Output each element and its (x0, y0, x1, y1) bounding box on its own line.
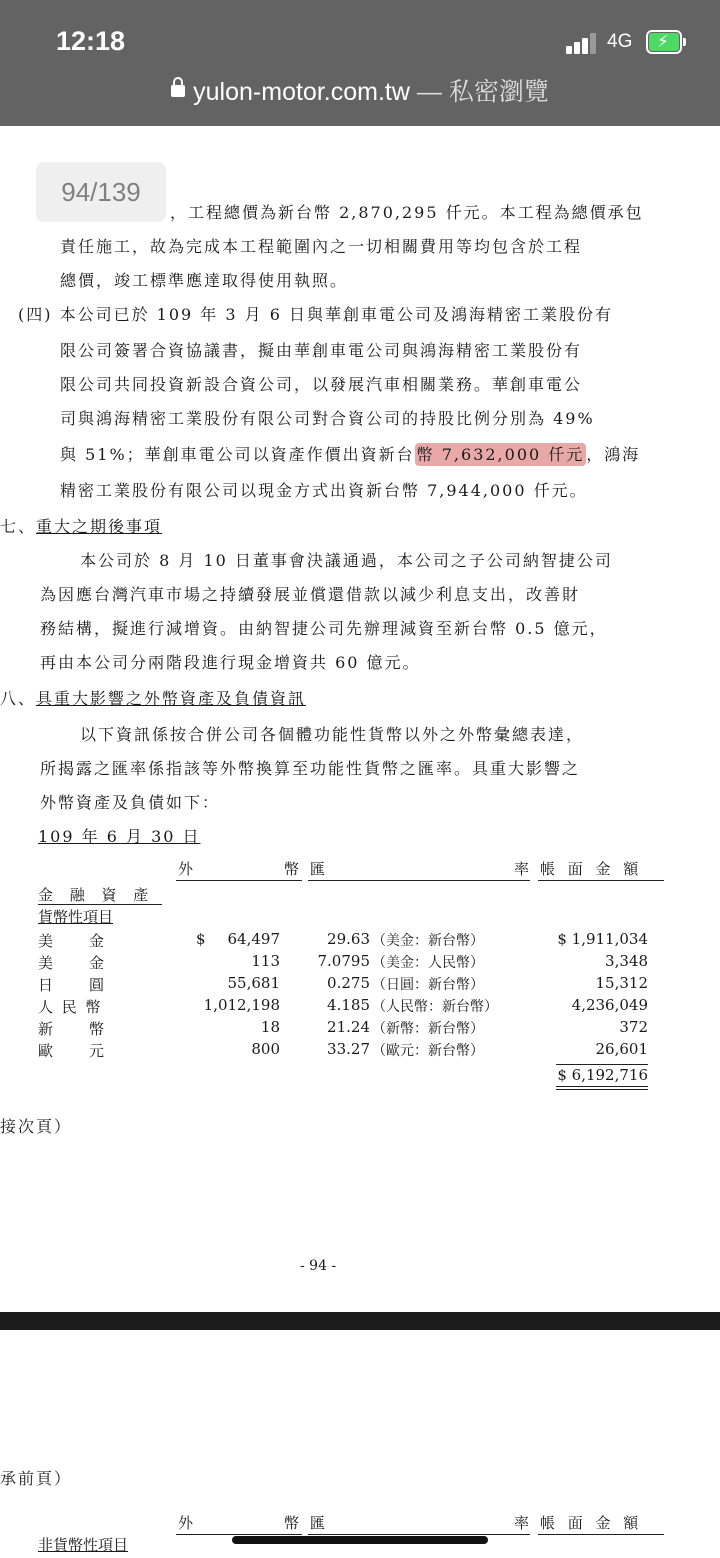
currency-name: 新 幣 (38, 1020, 107, 1038)
book-value: 26,601 (595, 1040, 648, 1058)
currency-pair: （新幣：新台幣） (372, 1021, 484, 1037)
url-separator: — (416, 78, 442, 106)
home-indicator[interactable] (232, 1536, 488, 1544)
private-browsing-label: 私密瀏覽 (448, 78, 549, 106)
fx-rate: 33.27 (327, 1040, 370, 1058)
currency-name: 日 圓 (38, 976, 107, 994)
section-heading-7 (0, 514, 162, 537)
currency-pair: （歐元：新台幣） (372, 1043, 484, 1059)
paragraph-line: 司與鴻海精密工業股份有限公司對合資公司的持股比例分別為 49% (60, 409, 595, 428)
currency-pair: （人民幣：新台幣） (372, 999, 498, 1015)
section-heading-8 (0, 686, 306, 709)
fx-rate: 21.24 (327, 1018, 370, 1036)
book-value: 372 (619, 1018, 648, 1036)
fx-rate: 4.185 (327, 996, 370, 1014)
foreign-amount: 113 (251, 952, 280, 970)
currency-name: 歐 元 (38, 1042, 107, 1060)
currency-name: 人 民 幣 (38, 998, 103, 1016)
section-rule (38, 904, 162, 905)
header-rate-end: 率 (514, 860, 530, 878)
book-value: 3,348 (605, 952, 648, 970)
paragraph-line: 限公司簽署合資協議書，擬由華創車電公司與鴻海精密工業股份有 (60, 341, 583, 360)
header-rule (176, 880, 302, 881)
paragraph-line: 限公司共同投資新設合資公司，以發展汽車相關業務。華創車電公 (60, 375, 583, 394)
header-book-value: 帳 面 金 額 (540, 860, 643, 878)
foreign-amount: 18 (260, 1018, 280, 1036)
text-segment: ，鴻海 (586, 445, 641, 464)
paragraph-line: 精密工業股份有限公司以現金方式出資新台幣 7,944,000 仟元。 (60, 481, 588, 500)
paragraph-line: 為因應台灣汽車市場之持續發展並償還借款以減少利息支出，改善財 (40, 585, 581, 604)
paragraph-line: 總價，竣工標準應達取得使用執照。 (60, 271, 349, 290)
section-financial-assets: 金 融 資 產 (38, 886, 155, 904)
currency-pair: （美金：新台幣） (372, 933, 484, 949)
status-time: 12:18 (56, 26, 126, 56)
book-value: $ 1,911,034 (557, 930, 648, 948)
paragraph-line: 以下資訊係按合併公司各個體功能性貨幣以外之外幣彙總表達， (80, 725, 585, 744)
address-bar[interactable] (0, 72, 720, 112)
paragraph-line: 本公司於 8 月 10 日董事會決議通過，本公司之子公司納智捷公司 (80, 551, 613, 570)
book-value: 15,312 (595, 974, 648, 992)
paragraph-line: (四) 本公司已於 109 年 3 月 6 日與華創車電公司及鴻海精密工業股份有 (18, 305, 613, 324)
header-rule (308, 880, 530, 881)
document-page (0, 126, 720, 1310)
header-rule (308, 1534, 530, 1535)
header-rate: 匯 (310, 860, 326, 878)
header-rate: 匯 (310, 1514, 326, 1532)
header-currency: 幣 (284, 1514, 300, 1532)
page-counter-badge: 94/139 (36, 162, 166, 222)
table-date: 109 年 6 月 30 日 (38, 827, 201, 846)
foreign-amount: 800 (251, 1040, 280, 1058)
paragraph-line: 所揭露之匯率係指該等外幣換算至功能性貨幣之匯率。具重大影響之 (40, 759, 581, 778)
header-foreign: 外 (178, 860, 194, 878)
currency-name: 美 金 (38, 954, 107, 972)
battery-charging-icon: ⚡ (646, 30, 686, 54)
paragraph-line: 外幣資產及負債如下： (40, 793, 221, 812)
url-domain: yulon-motor.com.tw (193, 78, 410, 106)
paragraph-line: 再由本公司分兩階段進行現金增資共 60 億元。 (40, 653, 421, 672)
section-title: 重大之期後事項 (36, 517, 163, 536)
continued-prev-note: 承前頁） (0, 1469, 73, 1488)
network-type: 4G (607, 31, 633, 52)
book-value: 4,236,049 (571, 996, 648, 1014)
browser-header (0, 0, 720, 126)
header-rate-end: 率 (514, 1514, 530, 1532)
foreign-amount: 64,497 (227, 930, 280, 948)
signal-strength-icon (566, 32, 602, 54)
page-separator (0, 1312, 720, 1330)
section-title: 具重大影響之外幣資產及負債資訊 (36, 689, 307, 708)
foreign-amount: 1,012,198 (203, 996, 280, 1014)
header-rule (538, 880, 664, 881)
total-double-rule (556, 1086, 648, 1090)
text-segment: 與 51%；華創車電公司以資產作價出資新台 (60, 445, 415, 464)
dollar-sign: $ (196, 930, 206, 948)
foreign-amount: 55,681 (227, 974, 280, 992)
lock-icon (171, 85, 185, 97)
subsection-monetary: 貨幣性項目 (38, 908, 114, 926)
currency-pair: （美金：人民幣） (372, 955, 484, 971)
subsection-non-monetary: 非貨幣性項目 (38, 1536, 129, 1554)
header-rule (538, 1534, 664, 1535)
header-rule (176, 1534, 302, 1535)
total-book-value: $ 6,192,716 (557, 1066, 648, 1084)
subtotal-rule (556, 1064, 648, 1065)
header-book-value: 帳 面 金 額 (540, 1514, 643, 1532)
paragraph-line: 務結構，擬進行減增資。由納智捷公司先辦理減資至新台幣 0.5 億元， (40, 619, 608, 638)
fx-rate: 0.275 (327, 974, 370, 992)
continued-next-note: 接次頁） (0, 1117, 73, 1136)
header-foreign: 外 (178, 1514, 194, 1532)
section-number: 七、 (0, 517, 37, 536)
section-number: 八、 (0, 689, 37, 708)
header-currency: 幣 (284, 860, 300, 878)
fx-rate: 29.63 (327, 930, 370, 948)
paragraph-line: 責任施工，故為完成本工程範圍內之一切相關費用等均包含於工程 (60, 237, 583, 256)
paragraph-line: ，工程總價為新台幣 2,870,295 仟元。本工程為總價承包 (170, 203, 644, 222)
fx-rate: 7.0795 (317, 952, 370, 970)
currency-name: 美 金 (38, 932, 107, 950)
currency-pair: （日圓：新台幣） (372, 977, 484, 993)
highlighted-amount: 幣 7,632,000 仟元 (416, 445, 585, 464)
paragraph-line (60, 442, 640, 465)
page-number: - 94 - (300, 1258, 337, 1274)
